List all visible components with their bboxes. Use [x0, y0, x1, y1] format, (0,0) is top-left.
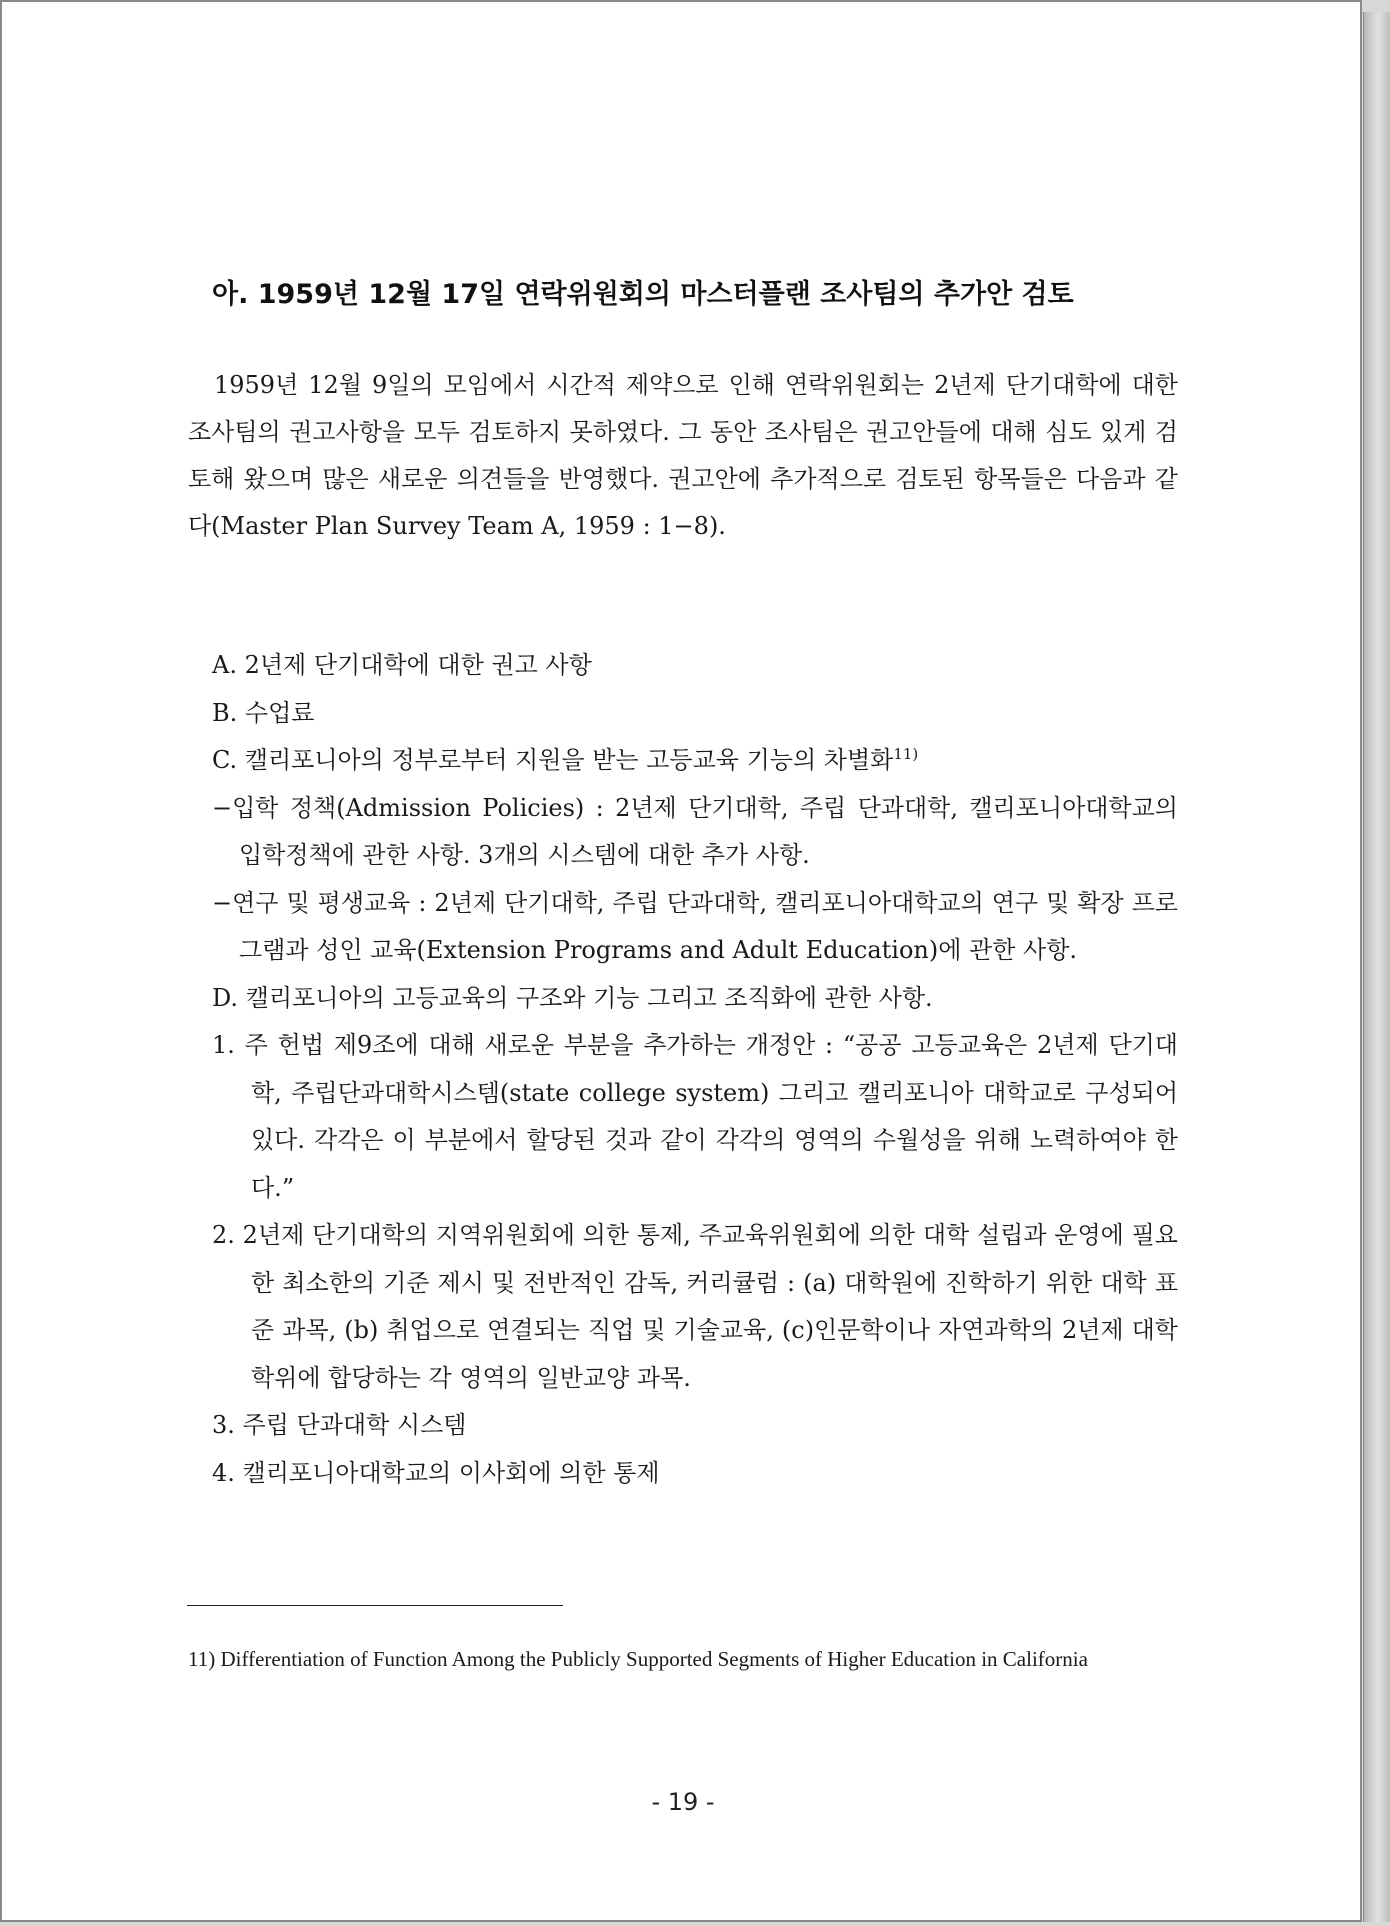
outline-item-d: D. 캘리포니아의 고등교육의 구조와 기능 그리고 조직화에 관한 사항. [212, 983, 933, 1012]
page-edge-shadow [1363, 12, 1390, 1922]
footnote-divider [187, 1605, 563, 1606]
outline-item-c [212, 737, 1178, 785]
outline-subitem-3: 3. 주립 단과대학 시스템 [212, 1411, 467, 1439]
outline-subitem-admission: −입학 정책(Admission Policies) : 2년제 단기대학, 주립 단과대학, 캘리포니아대학교의 입학정책에 관한 사항. 3개의 시스템에 대한 추가 사항. [212, 793, 1178, 869]
footnote: 11) Differentiation of Function Among the Publicly Supported Segments of Higher Education in California [188, 1647, 1088, 1671]
outline-subitem-1: 1. 주 헌법 제9조에 대해 새로운 부분을 추가하는 개정안 : “공공 고등교육은 2년제 단기대학, 주립단과대학시스템(state college system) 그리고 캘리포니아 대학교로 구성되어 있다. 각각은 이 부분에서 할당된 것과 같이 각각의 영역의 수월성을 위해 노력하여야 한다.” [212, 1031, 1178, 1202]
outline-item-c-text: C. 캘리포니아의 정부로부터 지원을 받는 고등교육 기능의 차별화 [212, 746, 894, 774]
section-heading: 아. 1959년 12월 17일 연락위원회의 마스터플랜 조사팀의 추가안 검토 [212, 279, 1074, 310]
page-fold [1330, 2, 1360, 32]
page-number: - 19 - [651, 1788, 715, 1816]
outline-item-b: B. 수업료 [212, 698, 315, 727]
outline-item-a: A. 2년제 단기대학에 대한 권고 사항 [212, 651, 592, 679]
outline-subitem-4: 4. 캘리포니아대학교의 이사회에 의한 통제 [212, 1458, 660, 1487]
footnote-reference: 11) [893, 745, 919, 763]
intro-paragraph: 1959년 12월 9일의 모임에서 시간적 제약으로 인해 연락위원회는 2년제 단기대학에 대한 조사팀의 권고사항을 모두 검토하지 못하였다. 그 동안 조사팀은 권고안들에 대해 심도 있게 검토해 왔으며 많은 새로운 의견들을 반영했다. 권고안에 추가적으로 검토된 항목들은 다음과 같다(Master Plan Survey Team A, 1959 : 1−8). [188, 371, 1178, 540]
outline-subitem-2: 2. 2년제 단기대학의 지역위원회에 의한 통제, 주교육위원회에 의한 대학 설립과 운영에 필요한 최소한의 기준 제시 및 전반적인 감독, 커리큘럼 : (a) 대학원에 진학하기 위한 대학 표준 과목, (b) 취업으로 연결되는 직업 및 기술교육, (c)인문학이나 자연과학의 2년제 대학 학위에 합당하는 각 영역의 일반교양 과목. [212, 1221, 1178, 1392]
outline-list [212, 642, 1178, 1497]
outline-subitem-research: −연구 및 평생교육 : 2년제 단기대학, 주립 단과대학, 캘리포니아대학교의 연구 및 확장 프로그램과 성인 교육(Extension Programs and Adult Education)에 관한 사항. [212, 888, 1178, 964]
